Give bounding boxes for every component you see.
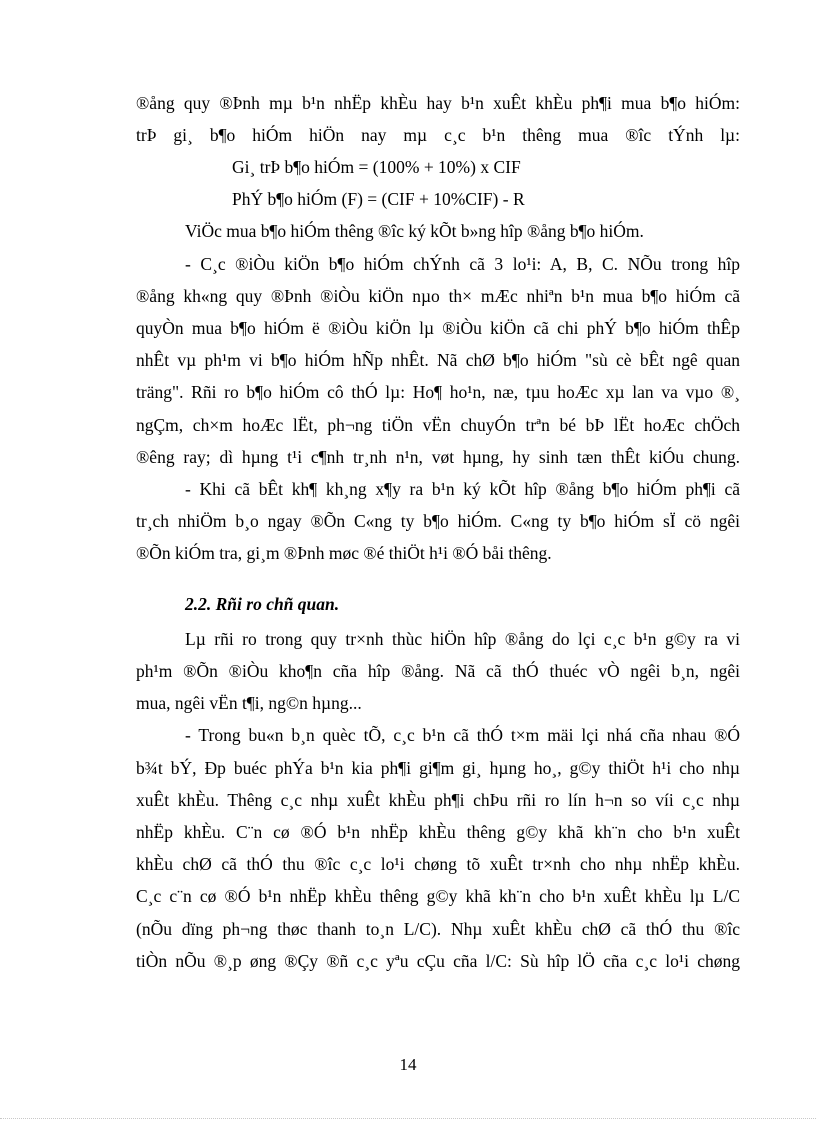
text-line: träng". Rñi ro b¶o hiÓm cô thÓ lµ: Ho¶ ho¹n, næ, tµu hoÆc xµ lan va vµo ®¸	[136, 382, 740, 402]
paragraph-first-line: - Trong bu«n b¸n quèc tÕ, c¸c b¹n cã thÓ t×m mäi lçi nhá cña nhau ®Ó	[185, 725, 740, 745]
formula-line: Gi¸ trÞ b¶o hiÓm = (100% + 10%) x CIF	[232, 157, 521, 177]
text-line: quyÒn mua b¶o hiÓm ë ®iÒu kiÖn lµ ®iÒu kiÖn cã chi phÝ b¶o hiÓm thÊp	[136, 318, 740, 338]
formula-line: PhÝ b¶o hiÓm (F) = (CIF + 10%CIF) - R	[232, 189, 525, 209]
paragraph-first-line: - C¸c ®iÒu kiÖn b¶o hiÓm chÝnh cã 3 lo¹i: A, B, C. NÕu trong hîp	[185, 254, 740, 274]
text-line: C¸c c¨n cø ®Ó b¹n nhËp khÈu thêng g©y khã kh¨n cho b¹n xuÊt khÈu lµ L/C	[136, 886, 740, 906]
text-line: nhËp khÈu. C¨n cø ®Ó b¹n nhËp khÈu thêng g©y khã kh¨n cho b¹n xuÊt	[136, 822, 740, 842]
text-line: tiÒn nÕu ®¸p øng ®Çy ®ñ c¸c yªu cÇu cña l/C: Sù hîp lÖ cña c¸c lo¹i chøng	[136, 951, 740, 971]
text-line: ®ång kh«ng quy ®Þnh ®iÒu kiÖn nµo th× mÆc nhiªn b¹n mua b¶o hiÓm cã	[136, 286, 740, 306]
text-line: tr¸ch nhiÖm b¸o ngay ®Õn C«ng ty b¶o hiÓm. C«ng ty b¶o hiÓm sÏ cö ngêi	[136, 511, 740, 531]
text-line: mua, ngêi vËn t¶i, ng©n hµng...	[136, 693, 362, 713]
text-line: ®êng ray; dì hµng t¹i c¶nh tr¸nh n¹n, vøt hµng, hy sinh tæn thÊt kiÓu chung.	[136, 447, 740, 467]
page-bottom-divider	[0, 1118, 816, 1119]
text-line: xuÊt khÈu. Thêng c¸c nhµ xuÊt khÈu ph¶i chÞu rñi ro lín h¬n so víi c¸c nhµ	[136, 790, 740, 810]
text-line: trÞ gi¸ b¶o hiÓm hiÖn nay mµ c¸c b¹n thêng mua ®îc tÝnh lµ:	[136, 125, 740, 145]
paragraph-first-line: Lµ rñi ro trong quy tr×nh thùc hiÖn hîp ®ång do lçi c¸c b¹n g©y ra vi	[185, 629, 740, 649]
text-line: nhÊt vµ ph¹m vi b¶o hiÓm hÑp nhÊt. Nã chØ b¶o hiÓm "sù cè bÊt ngê quan	[136, 350, 740, 370]
text-line: ViÖc mua b¶o hiÓm thêng ®îc ký kÕt b»ng hîp ®ång b¶o hiÓm.	[185, 221, 644, 241]
text-line: ph¹m ®Õn ®iÒu kho¶n cña hîp ®ång. Nã cã thÓ thuéc vÒ ngêi b¸n, ngêi	[136, 661, 740, 681]
paragraph-first-line: - Khi cã bÊt kh¶ kh¸ng x¶y ra b¹n ký kÕt hîp ®ång b¶o hiÓm ph¶i cã	[185, 479, 740, 499]
text-line: b¾t bÝ, Ðp buéc phÝa b¹n kia ph¶i gi¶m gi¸ hµng ho¸, g©y thiÖt h¹i cho nhµ	[136, 758, 740, 778]
page-number: 14	[399, 1055, 417, 1074]
text-line: khÈu chØ cã thÓ thu ®îc c¸c lo¹i chøng tõ xuÊt tr×nh cho nhµ nhËp khÈu.	[136, 854, 740, 874]
text-line: ®Õn kiÓm tra, gi¸m ®Þnh møc ®é thiÖt h¹i ®Ó båi thêng.	[136, 543, 552, 563]
text-line: ngÇm, ch×m hoÆc lËt, ph¬ng tiÖn vËn chuyÓn trªn bé bÞ lËt hoÆc chÖch	[136, 415, 740, 435]
text-line: (nÕu dïng ph¬ng thøc thanh to¸n L/C). Nhµ xuÊt khÈu chØ cã thÓ thu ®îc	[136, 919, 740, 939]
section-heading: 2.2. Rñi ro chñ quan.	[185, 594, 340, 614]
text-line: ®ång quy ®Þnh mµ b¹n nhËp khÈu hay b¹n xuÊt khÈu ph¶i mua b¶o hiÓm:	[136, 93, 740, 113]
